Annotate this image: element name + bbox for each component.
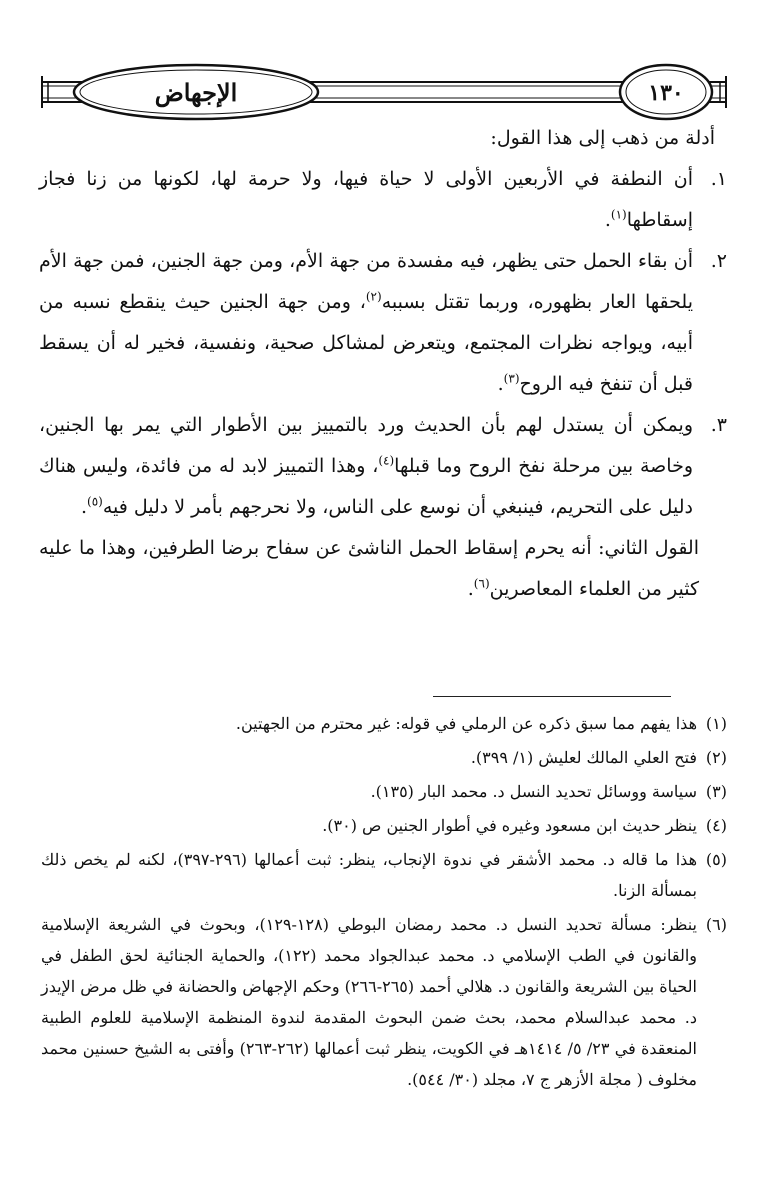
list-item-3	[39, 405, 727, 528]
page-number: ١٣٠	[648, 80, 684, 106]
intro-line: أدلة من ذهب إلى هذا القول:	[490, 127, 715, 149]
list-item-2	[39, 241, 727, 405]
footnote-6	[41, 909, 727, 1095]
footnote-5	[41, 844, 727, 906]
item-text: أن النطفة في الأربعين الأولى لا حياة فيها، ولا حرمة لها، لكونها من زنا فجاز إسقاطها	[39, 168, 693, 231]
footnote-number: (٤)	[705, 816, 727, 835]
item-text-cont: ، وهذا التمييز لابد له من فائدة، وليس هناك دليل على التحريم، فينبغي أن نوسع على الناس، ولا نحرجهم بأمر لا دليل فيه	[39, 455, 693, 518]
footnote-3	[41, 776, 727, 807]
footnote-text: ينظر حديث ابن مسعود وغيره في أطوار الجنين ص (٣٠).	[322, 816, 697, 835]
paragraph-text: القول الثاني: أنه يحرم إسقاط الحمل الناشئ عن سفاح برضا الطرفين، وهذا ما عليه كثير من العلماء المعاصرين	[39, 537, 699, 600]
item-number: ١.	[710, 168, 727, 190]
footnote-number: (٦)	[705, 915, 727, 934]
item-text: أن بقاء الحمل حتى يظهر، فيه مفسدة من جهة الأم، ومن جهة الجنين، فمن جهة الأم يلحقها العار بظهوره، وربما تقتل بسببه	[39, 250, 693, 313]
item-text-end: .	[497, 373, 504, 395]
item-text: ويمكن أن يستدل لهم بأن الحديث ورد بالتمييز بين الأطوار التي يمر بها الجنين، وخاصة بين مرحلة نفخ الروح وما قبلها	[39, 414, 693, 477]
footnote-ref: (١)	[610, 207, 627, 222]
item-number: ٣.	[710, 414, 727, 436]
item-text-cont: ، ومن جهة الجنين حيث ينقطع نسبه من أبيه، ويواجه نظرات المجتمع، ويتعرض لمشاكل صحية، ونفسية، فخير له أن يسقط قبل أن تنفخ فيه الروح	[39, 291, 693, 395]
footnote-2	[41, 742, 727, 773]
footnote-text: هذا ما قاله د. محمد الأشقر في ندوة الإنجاب، ينظر: ثبت أعمالها (٢٩٦-٣٩٧)، لكنه لم يخص ذلك بمسألة الزنا.	[41, 850, 697, 900]
footnote-ref: (٥)	[87, 494, 103, 509]
list-item-1	[39, 159, 727, 241]
footnote-text: ينظر: مسألة تحديد النسل د. محمد رمضان البوطي (١٢٨-١٢٩)، وبحوث في الشريعة الإسلامية والقانون في الطب الإسلامي د. محمد عبدالجواد محمد (١٢٢)، والحماية الجنائية لحق الطفل في الحياة بين الشريعة والقانون د. هلالي أحمد (٢٦٥-٢٦٦) وحكم الإجهاض والحضانة في ظل مرض الإيدز د. محمد عبدالسلام محمد، بحث ضمن البحوث المقدمة لندوة المنظمة الإسلامية للعلوم الطبية المنعقدة في ٢٣/ ٥/ ١٤١٤هـ في الكويت، ينظر ثبت أعمالها (٢٦٢-٢٦٣) وأفتى به الشيخ حسنين محمد مخلوف ( مجلة الأزهر ج ٧، مجلد (٣٠/ ٥٤٤).	[41, 915, 697, 1089]
footnote-text: سياسة ووسائل تحديد النسل د. محمد البار (١٣٥).	[370, 782, 697, 801]
second-opinion-paragraph	[39, 528, 727, 610]
footnote-4	[41, 810, 727, 841]
footnote-text: هذا يفهم مما سبق ذكره عن الرملي في قوله: غير محترم من الجهتين.	[235, 714, 697, 733]
footnote-number: (١)	[705, 714, 727, 733]
item-text-end: .	[604, 209, 611, 231]
item-number: ٢.	[710, 250, 727, 272]
item-text-end: .	[80, 496, 88, 518]
footnote-ref: (٦)	[473, 576, 490, 591]
footnote-number: (٢)	[705, 748, 727, 767]
paragraph-end: .	[467, 578, 474, 600]
footnote-ref: (٤)	[378, 453, 395, 468]
footnote-text: فتح العلي المالك لعليش (١/ ٣٩٩).	[470, 748, 697, 767]
footnote-divider	[433, 696, 671, 697]
footnote-ref: (٢)	[365, 289, 382, 304]
footnote-number: (٥)	[705, 850, 727, 869]
chapter-title: الإجهاض	[154, 78, 238, 107]
footnote-ref: (٣)	[503, 371, 520, 386]
footnote-1	[41, 708, 727, 739]
footnotes	[41, 708, 727, 1098]
footnote-number: (٣)	[705, 782, 727, 801]
main-text	[39, 118, 727, 610]
